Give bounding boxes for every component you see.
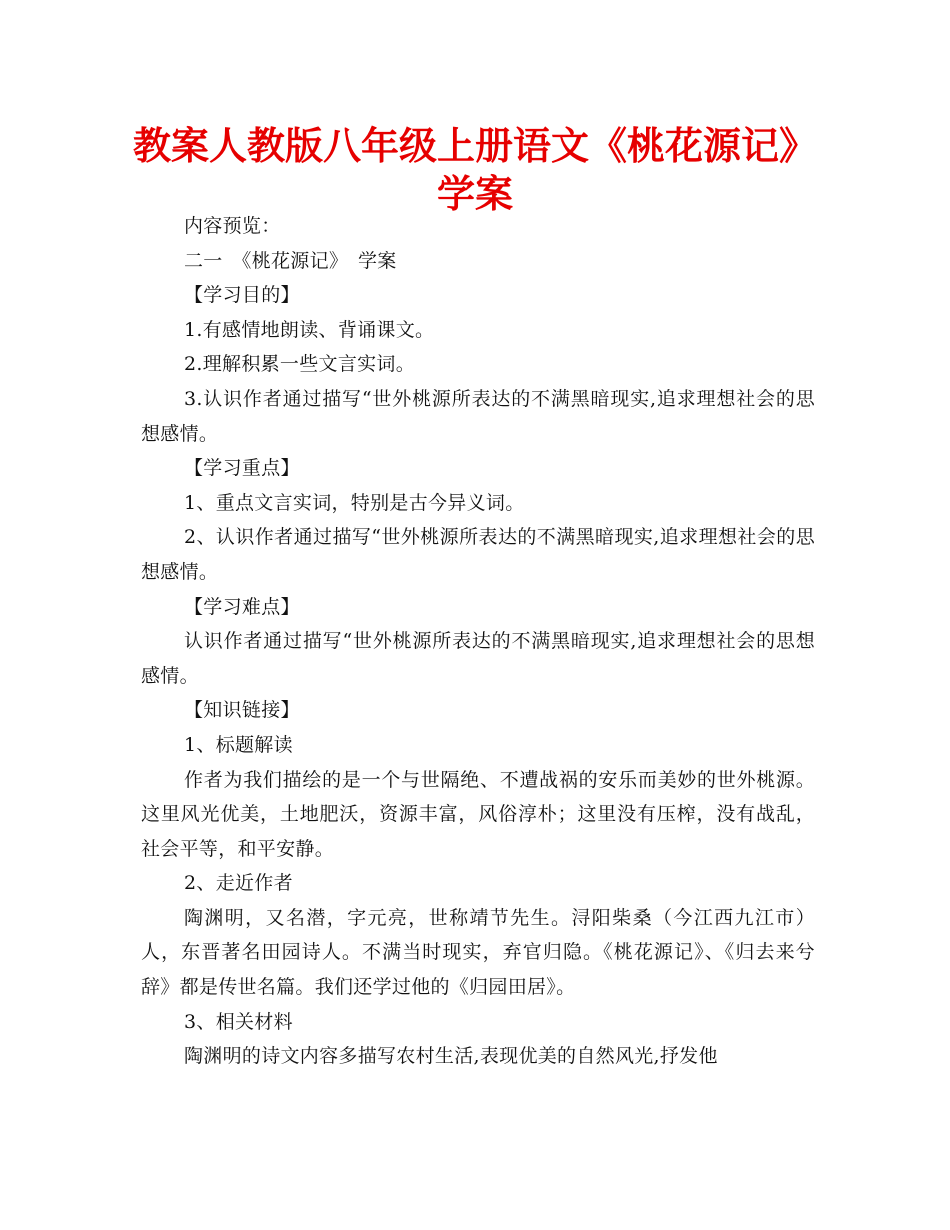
difficulty-text: 认识作者通过描写“世外桃源所表达的不满黑暗现实,追求理想社会的思想感情。 (141, 630, 815, 687)
paragraph-title-reading: 作者为我们描绘的是一个与世隔绝、不遭战祸的安乐而美妙的世外桃源。这里风光优美，土地肥沃，资源丰富，风俗淳朴；这里没有压榨，没有战乱，社会平等，和平安静。 (141, 768, 815, 860)
goal-item-1: 1.有感情地朗读、背诵课文。 (184, 318, 435, 341)
section-heading-goals: 【学习目的】 (184, 284, 300, 307)
document-title (120, 122, 830, 218)
section-heading-knowledge-links: 【知识链接】 (184, 699, 300, 722)
title-line-2: 学案 (436, 172, 513, 216)
paragraph-preview-label: 内容预览： (184, 215, 281, 237)
key-point-item-2: 2、认识作者通过描写“世外桃源所表达的不满黑暗现实,追求理想社会的思想感情。 (141, 526, 815, 583)
goal-item-3: 3.认识作者通过描写“世外桃源所表达的不满黑暗现实,追求理想社会的思想感情。 (141, 387, 815, 445)
title-line-1: 教案人教版八年级上册语文《桃花源记》 (132, 124, 817, 168)
subheading-related-materials: 3、相关材料 (184, 1010, 293, 1033)
document-body (141, 209, 815, 1074)
paragraph-author: 陶渊明，又名潜，字元亮，世称靖节先生。浔阳柴桑（今江西九江市）人，东晋著名田园诗人。不满当时现实，弃官归隐。《桃花源记》、《归去来兮辞》都是传世名篇。我们还学过他的《归园田居》。 (141, 906, 815, 999)
paragraph-lesson-heading: 二一 《桃花源记》 学案 (184, 249, 397, 272)
goal-item-2: 2.理解积累一些文言实词。 (184, 353, 416, 376)
section-heading-difficulties: 【学习难点】 (184, 595, 300, 618)
subheading-author: 2、走近作者 (184, 872, 293, 895)
section-heading-key-points: 【学习重点】 (184, 457, 300, 480)
key-point-item-1: 1、重点文言实词，特别是古今异义词。 (184, 491, 525, 514)
paragraph-related-materials: 陶渊明的诗文内容多描写农村生活,表现优美的自然风光,抒发他 (184, 1045, 718, 1068)
subheading-title-reading: 1、标题解读 (184, 733, 293, 756)
